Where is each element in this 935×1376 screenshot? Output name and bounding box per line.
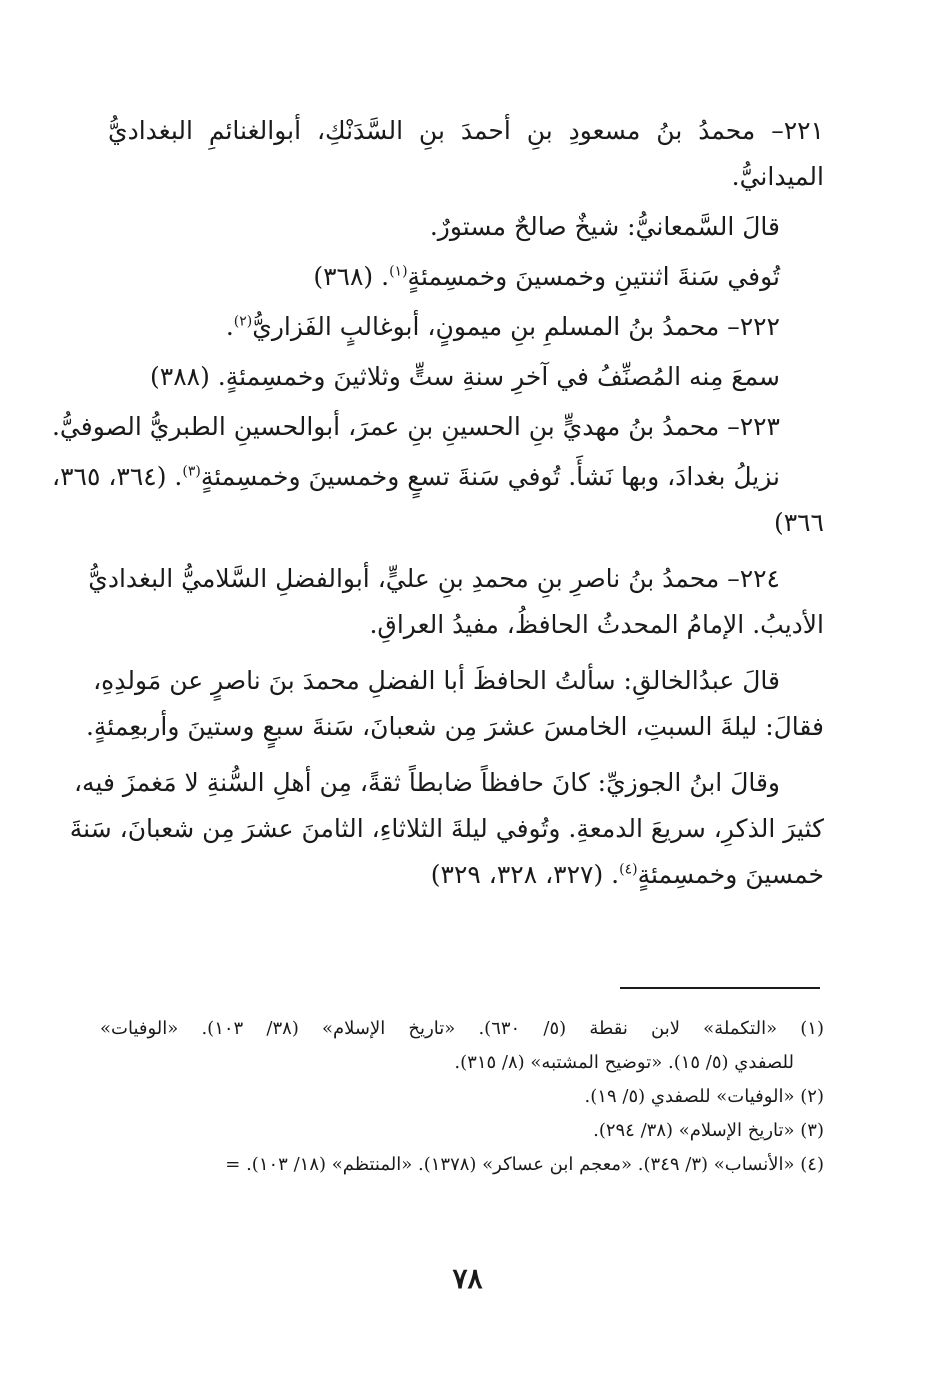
entry-221-death-refs: . (٣٦٨) xyxy=(313,262,390,291)
footnote-ref-3: (٣) xyxy=(182,463,201,480)
entry-224-line-6: كثيرَ الذكرِ، سريعَ الدمعةِ. وتُوفي ليلةَ الثلاثاءِ، الثامنَ عشرَ مِن شعبانَ، سَنةَ xyxy=(69,814,824,843)
entry-224-line-4: فقالَ: ليلةَ السبتِ، الخامسَ عشرَ مِن شعبانَ، سَنةَ سبعٍ وستينَ وأربعِمئةٍ. xyxy=(85,712,824,741)
footnote-2: (٢) «الوفيات» للصفدي (٥/ ١٩). xyxy=(584,1086,824,1107)
footnote-ref-1: (١) xyxy=(389,263,408,280)
entry-223-line-1: ٢٢٣– محمدُ بنُ مهديٍّ بنِ الحسينِ بنِ عمرَ، أبوالحسينِ الطبريُّ الصوفيُّ. xyxy=(51,412,780,441)
entry-224-text: خمسينَ وخمسِمئةٍ xyxy=(637,860,824,889)
page-number: ٧٨ xyxy=(452,1262,483,1295)
footnote-separator xyxy=(620,987,820,989)
footnote-1-line-2: للصفدي (٥/ ١٥). «توضيح المشتبه» (٨/ ٣١٥). xyxy=(454,1052,794,1073)
entry-224-line-2: الأديبُ. الإمامُ المحدثُ الحافظُ، مفيدُ العراقِ. xyxy=(369,610,824,639)
entry-223-text: نزيلُ بغدادَ، وبها نَشأَ. تُوفي سَنةَ تسعٍ وخمسينَ وخمسِمئةٍ xyxy=(200,462,780,491)
entry-222-period: . xyxy=(225,312,234,341)
main-text xyxy=(51,108,824,898)
entry-223-line-2 xyxy=(52,454,824,500)
entry-222-name: ٢٢٢– محمدُ بنُ المسلمِ بنِ ميمونٍ، أبوغالبٍ الفَزاريُّ xyxy=(252,312,780,341)
footnote-ref-4: (٤) xyxy=(619,861,638,878)
footnotes xyxy=(100,1012,824,1182)
entry-224-refs: . (٣٢٧، ٣٢٨، ٣٢٩) xyxy=(430,860,620,889)
entry-224-line-5: وقالَ ابنُ الجوزيِّ: كانَ حافظاً ضابطاً ثقةً، مِن أهلِ السُّنةِ لا مَغمزَ فيه، xyxy=(73,768,780,797)
footnote-1-line-1: (١) «التكملة» لابن نقطة (٥/ ٦٣٠). «تاريخ الإسلام» (٣٨/ ١٠٣). «الوفيات» xyxy=(100,1018,824,1039)
entry-224-line-1: ٢٢٤– محمدُ بنُ ناصرِ بنِ محمدِ بنِ عليٍّ، أبوالفضلِ السَّلاميُّ البغداديُّ xyxy=(88,564,780,593)
entry-222-line-2: سمعَ مِنه المُصنِّفُ في آخرِ سنةِ ستٍّ وثلاثينَ وخمسِمئةٍ. (٣٨٨) xyxy=(150,362,780,391)
footnote-4: (٤) «الأنساب» (٣/ ٣٤٩). «معجم ابن عساكر» (١٣٧٨). «المنتظم» (١٨/ ١٠٣). = xyxy=(225,1154,824,1175)
entry-224-line-7 xyxy=(108,852,824,898)
entry-223-refs: . (٣٦٤، ٣٦٥، xyxy=(52,462,183,491)
entry-224-line-3: قالَ عبدُالخالقِ: سألتُ الحافظَ أبا الفضلِ محمدَ بنَ ناصرٍ عن مَولدِهِ، xyxy=(93,666,780,695)
footnote-3: (٣) «تاريخ الإسلام» (٣٨/ ٢٩٤). xyxy=(593,1120,824,1141)
footnote-ref-2: (٢) xyxy=(233,313,253,330)
entry-222-line-1 xyxy=(108,304,824,350)
entry-221-death-text: تُوفي سَنةَ اثنتينِ وخمسينَ وخمسِمئةٍ xyxy=(407,262,780,291)
entry-221-line-1: ٢٢١– محمدُ بنُ مسعودِ بنِ أحمدَ بنِ السَّدَنْكِ، أبوالغنائمِ البغداديُّ xyxy=(108,116,824,145)
entry-223-line-3: ٣٦٦) xyxy=(773,508,824,537)
entry-221-samani-quote: قالَ السَّمعانيُّ: شيخٌ صالحٌ مستورٌ. xyxy=(429,212,780,241)
entry-221-line-2: الميدانيُّ. xyxy=(731,162,824,191)
entry-221-death xyxy=(108,254,824,300)
